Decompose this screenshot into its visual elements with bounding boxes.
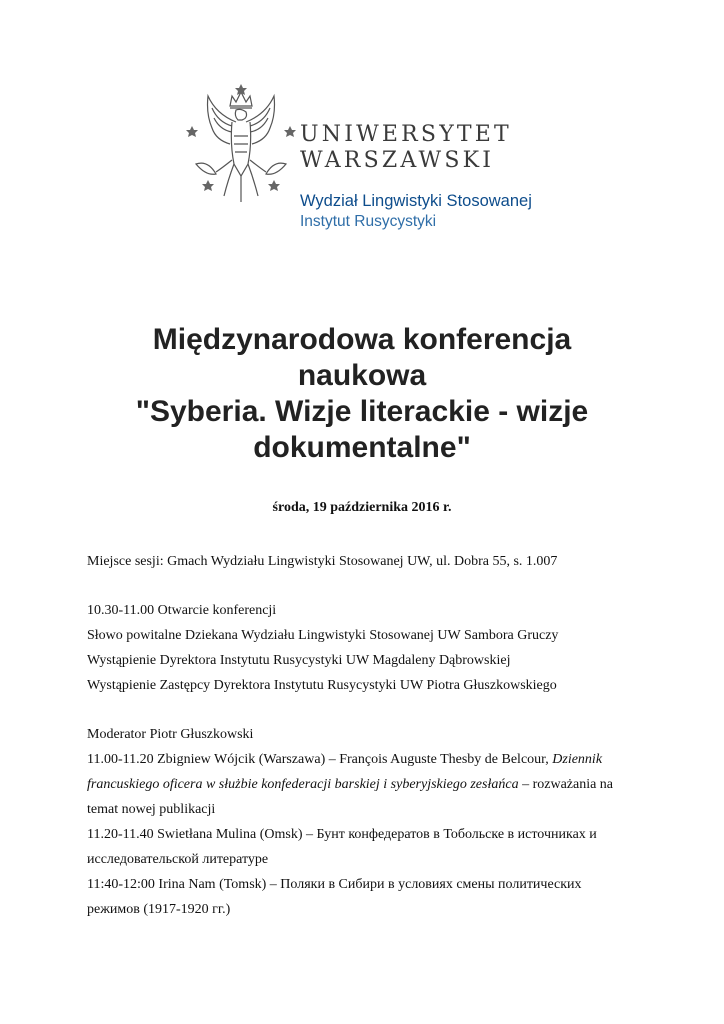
moderator: Moderator Piotr Głuszkowski bbox=[87, 727, 254, 742]
program-item: Wystąpienie Dyrektora Instytutu Rusycystyki UW Magdaleny Dąbrowskiej bbox=[87, 653, 511, 668]
program-item: Słowo powitalne Dziekana Wydziału Lingwistyki Stosowanej UW Sambora Gruczy bbox=[87, 628, 559, 643]
talk-1-tail: – rozważania na bbox=[518, 777, 614, 792]
conference-title bbox=[60, 322, 664, 466]
session-section bbox=[87, 722, 657, 922]
talk-1-title-part2: francuskiego oficera w służbie konfederacji barskiej i syberyjskiego zesłańca bbox=[87, 777, 519, 792]
talk-2-line2: исследовательской литературе bbox=[87, 852, 269, 867]
institute-name: Instytut Rusycystyki bbox=[300, 213, 437, 230]
university-name-line2: WARSZAWSKI bbox=[300, 148, 495, 173]
university-name-line1: UNIWERSYTET bbox=[300, 122, 512, 147]
talk-1-lead: 11.00-11.20 Zbigniew Wójcik (Warszawa) – François Auguste Thesby de Belcour, bbox=[87, 752, 553, 767]
title-line: Międzynarodowa konferencja bbox=[152, 323, 572, 356]
talk-1-line3: temat nowej publikacji bbox=[87, 802, 216, 817]
title-line: "Syberia. Wizje literackie - wizje bbox=[135, 395, 589, 428]
talk-3-line1: 11:40-12:00 Irina Nam (Tomsk) – Поляки в Сибири в условиях смены политических bbox=[87, 877, 582, 892]
eagle-emblem-icon bbox=[186, 84, 296, 210]
talk-1-line2 bbox=[87, 772, 657, 797]
program-item: Wystąpienie Zastępcy Dyrektora Instytutu Rusycystyki UW Piotra Głuszkowskiego bbox=[87, 678, 557, 693]
venue-paragraph bbox=[87, 549, 657, 574]
talk-1-title-part1: Dziennik bbox=[552, 752, 603, 767]
letterhead bbox=[186, 84, 546, 234]
talk-1-line1 bbox=[87, 747, 657, 772]
talk-2-line1: 11.20-11.40 Swietłana Mulina (Omsk) – Бунт конфедератов в Тобольске в источниках и bbox=[87, 827, 597, 842]
title-line: dokumentalne" bbox=[253, 431, 471, 464]
title-line: naukowa bbox=[297, 359, 427, 392]
faculty-name: Wydział Lingwistyki Stosowanej bbox=[300, 192, 532, 210]
opening-section bbox=[87, 598, 657, 698]
conference-date: środa, 19 października 2016 r. bbox=[272, 500, 452, 515]
program-item: 10.30-11.00 Otwarcie konferencji bbox=[87, 603, 277, 618]
venue-text: Miejsce sesji: Gmach Wydziału Lingwistyki Stosowanej UW, ul. Dobra 55, s. 1.007 bbox=[87, 554, 558, 569]
talk-3-line2: режимов (1917-1920 гг.) bbox=[87, 902, 231, 917]
